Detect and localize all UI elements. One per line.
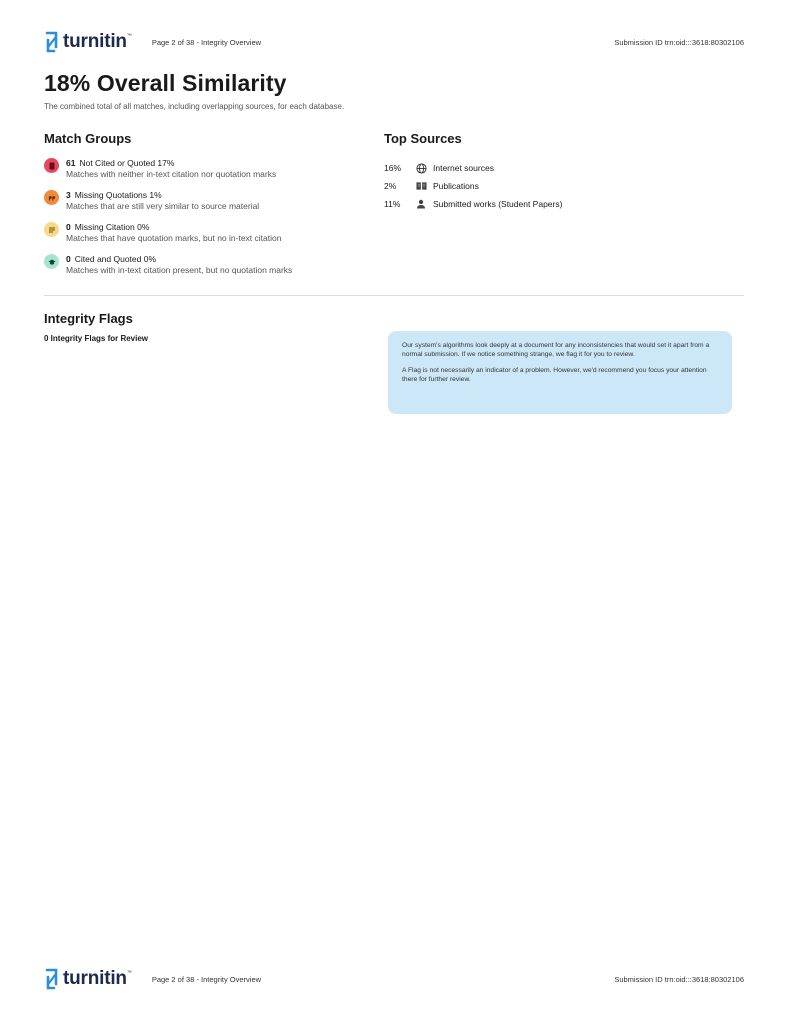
turnitin-logo (44, 31, 132, 53)
match-group-not-cited[interactable] (44, 158, 364, 180)
submission-id: Submission ID trn:oid:::3618:80302106 (614, 974, 744, 984)
match-group-desc: Matches with in-text citation present, but no quotation marks (66, 265, 293, 275)
top-source-label: Submitted works (Student Papers) (433, 199, 563, 209)
match-group-label: Cited and Quoted 0% (74, 254, 157, 264)
lines-icon (44, 222, 59, 237)
match-group-count: 0 (66, 222, 71, 232)
submission-id: Submission ID trn:oid:::3618:80302106 (614, 37, 744, 47)
match-group-missing-citation[interactable] (44, 222, 364, 244)
top-source-pct: 2% (384, 181, 397, 191)
top-source-publications[interactable] (384, 177, 744, 195)
integrity-flags-info-box (388, 331, 732, 414)
logo-trademark: ™ (126, 970, 132, 976)
match-group-cited-quoted[interactable] (44, 254, 364, 276)
match-group-label: Not Cited or Quoted 17% (79, 158, 175, 168)
globe-icon (415, 162, 427, 174)
turnitin-logo-icon (44, 31, 60, 53)
top-source-internet[interactable] (384, 159, 744, 177)
top-source-label: Publications (433, 181, 479, 191)
match-group-count: 3 (66, 190, 71, 200)
overall-similarity-subtitle: The combined total of all matches, including overlapping sources, for each database. (44, 102, 345, 111)
quote-icon (44, 190, 59, 205)
page-footer (44, 967, 744, 991)
graduation-cap-icon (44, 254, 59, 269)
info-paragraph-1: Our system's algorithms look deeply at a document for any inconsistencies that would set it apart from a normal submission. If we notice something strange, we flag it for you to review. (402, 342, 710, 358)
document-icon (44, 158, 59, 173)
integrity-flags-count: 0 Integrity Flags for Review (44, 334, 149, 343)
info-paragraph-2: A Flag is not necessarily an indicator of a problem. However, we'd recommend you focus your attention there for further review. (402, 367, 707, 383)
logo-text: turnitin (63, 968, 127, 989)
top-source-submitted-works[interactable] (384, 195, 744, 213)
match-group-count: 0 (66, 254, 71, 264)
logo-text: turnitin (63, 31, 127, 52)
turnitin-logo (44, 968, 132, 990)
integrity-flags-title: Integrity Flags (44, 311, 133, 326)
page-info: Page 2 of 38 - Integrity Overview (151, 37, 262, 47)
match-groups-list (44, 158, 364, 286)
match-group-desc: Matches that have quotation marks, but no in-text citation (66, 233, 282, 243)
match-group-desc: Matches with neither in-text citation nor quotation marks (66, 169, 277, 179)
top-source-label: Internet sources (433, 163, 494, 173)
top-source-pct: 11% (384, 199, 401, 209)
section-divider (44, 295, 744, 296)
top-sources-list (384, 159, 744, 213)
top-sources-title: Top Sources (384, 131, 462, 146)
logo-trademark: ™ (126, 33, 132, 39)
turnitin-logo-icon (44, 968, 60, 990)
match-group-label: Missing Quotations 1% (74, 190, 162, 200)
match-groups-title: Match Groups (44, 131, 132, 146)
page-info: Page 2 of 38 - Integrity Overview (151, 974, 262, 984)
person-icon (415, 198, 427, 210)
page-header (44, 30, 744, 54)
overall-similarity-title: 18% Overall Similarity (44, 70, 287, 96)
match-group-count: 61 (66, 158, 76, 168)
match-group-desc: Matches that are still very similar to source material (66, 201, 260, 211)
match-group-missing-quotations[interactable] (44, 190, 364, 212)
book-icon (415, 180, 427, 192)
match-group-label: Missing Citation 0% (74, 222, 150, 232)
top-source-pct: 16% (384, 163, 402, 173)
